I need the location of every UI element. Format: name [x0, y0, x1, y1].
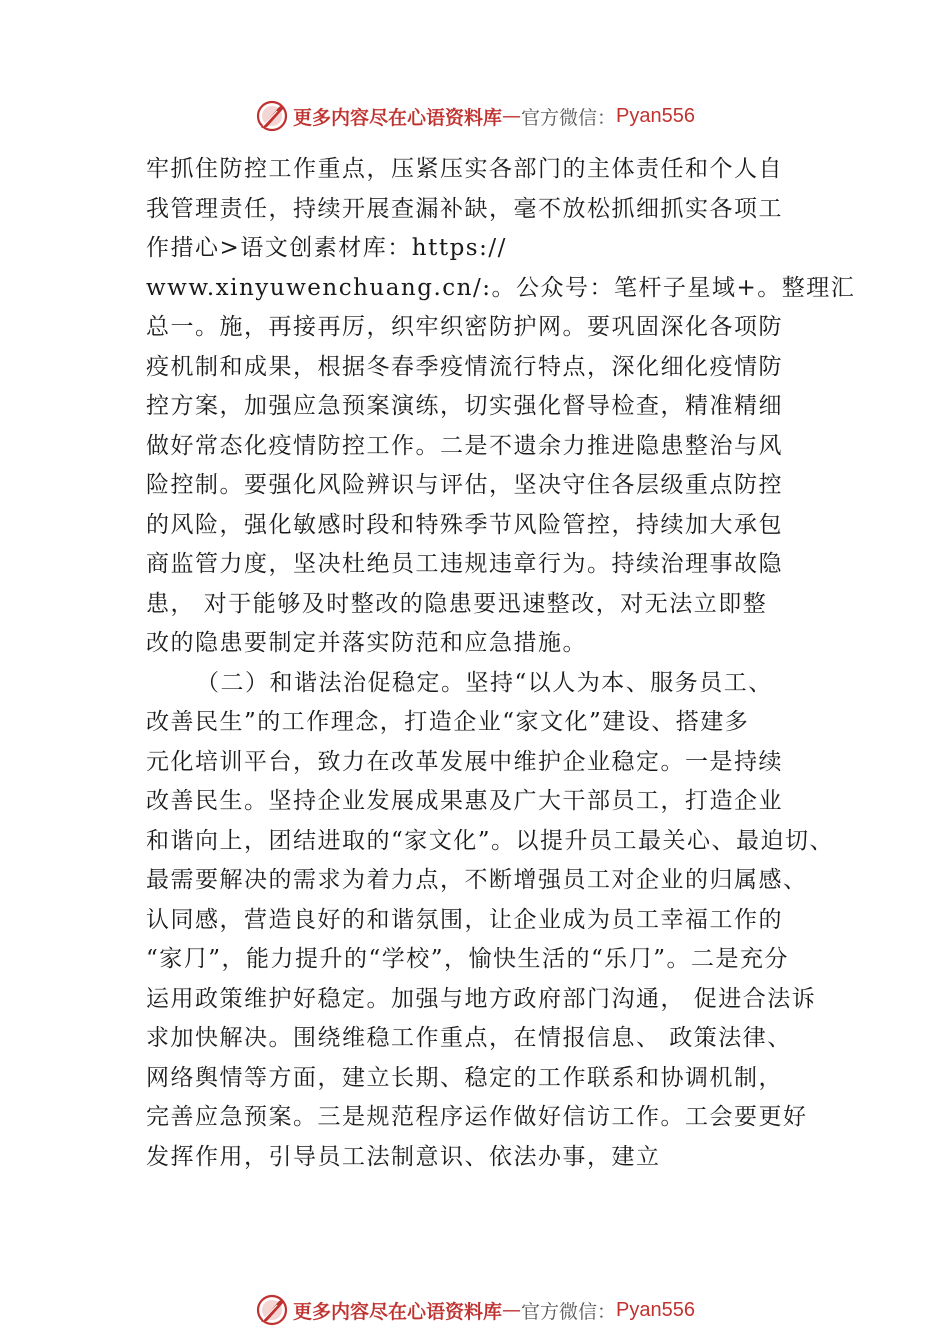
text-line: 改善民生。坚持企业发展成果惠及广大干部员工，打造企业 — [146, 788, 783, 814]
text-line: www.xinyuwenchuang.cn/:。公众号：笔杆子星域+。整理汇 — [146, 274, 856, 301]
text-line: 患， 对于能够及时整改的隐患要迅速整改，对无法立即整 — [146, 590, 768, 617]
text-line: 控方案，加强应急预案演练，切实强化督导检查，精准精细 — [146, 393, 783, 419]
banner-dash: — — [502, 105, 522, 127]
banner-wechat-label: 官方微信： — [521, 106, 617, 129]
text-line: 元化培训平台，致力在改革发展中维护企业稳定。一是持续 — [146, 748, 783, 775]
text-line: 商监管力度，坚决杜绝员工违规违章行为。持续治理事故隐 — [146, 551, 783, 577]
footer-watermark-banner — [0, 1290, 950, 1330]
text-line: 做好常态化疫情防控工作。二是不遗余力推进隐患整治与风 — [146, 432, 783, 459]
text-line: 发挥作用，引导员工法制意识、依法办事，建立 — [146, 1143, 661, 1170]
section-heading-line: （二）和谐法治促稳定。坚持“以人为本、服务员工、 — [196, 669, 773, 696]
header-watermark-banner — [0, 96, 950, 136]
text-line: 改善民生”的工作理念，打造企业“家文化”建设、搭建多 — [146, 709, 750, 735]
text-line: 网络舆情等方面，建立长期、稳定的工作联系和协调机制， — [146, 1064, 783, 1091]
text-line: 牢抓住防控工作重点，压紧压实各部门的主体责任和个人自 — [146, 156, 783, 182]
document-body — [146, 150, 856, 1177]
text-line: 险控制。要强化风险辨识与评估，坚决守住各层级重点防控 — [146, 472, 783, 498]
text-line: “家⺆”，能力提升的“学校”，愉快生活的“乐⺆”。二是充分 — [146, 946, 790, 972]
text-line: 完善应急预案。三是规范程序运作做好信访工作。工会要更好 — [146, 1104, 808, 1130]
text-line: 总一。施，再接再厉，织牢织密防护网。要巩固深化各项防 — [146, 314, 783, 340]
quill-seal-icon — [255, 1293, 289, 1327]
text-line: 的风险，强化敏感时段和特殊季节风险管控，持续加大承包 — [146, 511, 783, 538]
text-line: 认同感，营造良好的和谐氛围，让企业成为员工幸福工作的 — [146, 906, 783, 933]
banner-wechat-label: 官方微信： — [521, 1300, 617, 1323]
text-line: 改的隐患要制定并落实防范和应急措施。 — [146, 630, 587, 656]
text-line: 最需要解决的需求为着力点，不断增强员工对企业的归属感、 — [146, 867, 808, 893]
banner-dash: — — [502, 1299, 522, 1321]
text-line: 作措心>语文创素材库：https:// — [146, 235, 507, 261]
text-line: 求加快解决。围绕维稳工作重点，在情报信息、 政策法律、 — [146, 1025, 792, 1051]
text-line: 我管理责任，持续开展查漏补缺，毫不放松抓细抓实各项工 — [146, 195, 783, 222]
banner-wechat-id: Pyan556 — [616, 104, 695, 127]
text-line: 运用政策维护好稳定。加强与地方政府部门沟通， 促进合法诉 — [146, 985, 817, 1012]
text-line: 疫机制和成果，根据冬春季疫情流行特点，深化细化疫情防 — [146, 353, 783, 380]
text-line: 和谐向上，团结进取的“家文化”。以提升员工最关心、最迫切、 — [146, 827, 835, 854]
banner-wechat-id: Pyan556 — [616, 1298, 695, 1321]
quill-seal-icon — [255, 99, 289, 133]
banner-title: 更多内容尽在心语资料库 — [293, 106, 503, 129]
banner-title: 更多内容尽在心语资料库 — [293, 1300, 503, 1323]
